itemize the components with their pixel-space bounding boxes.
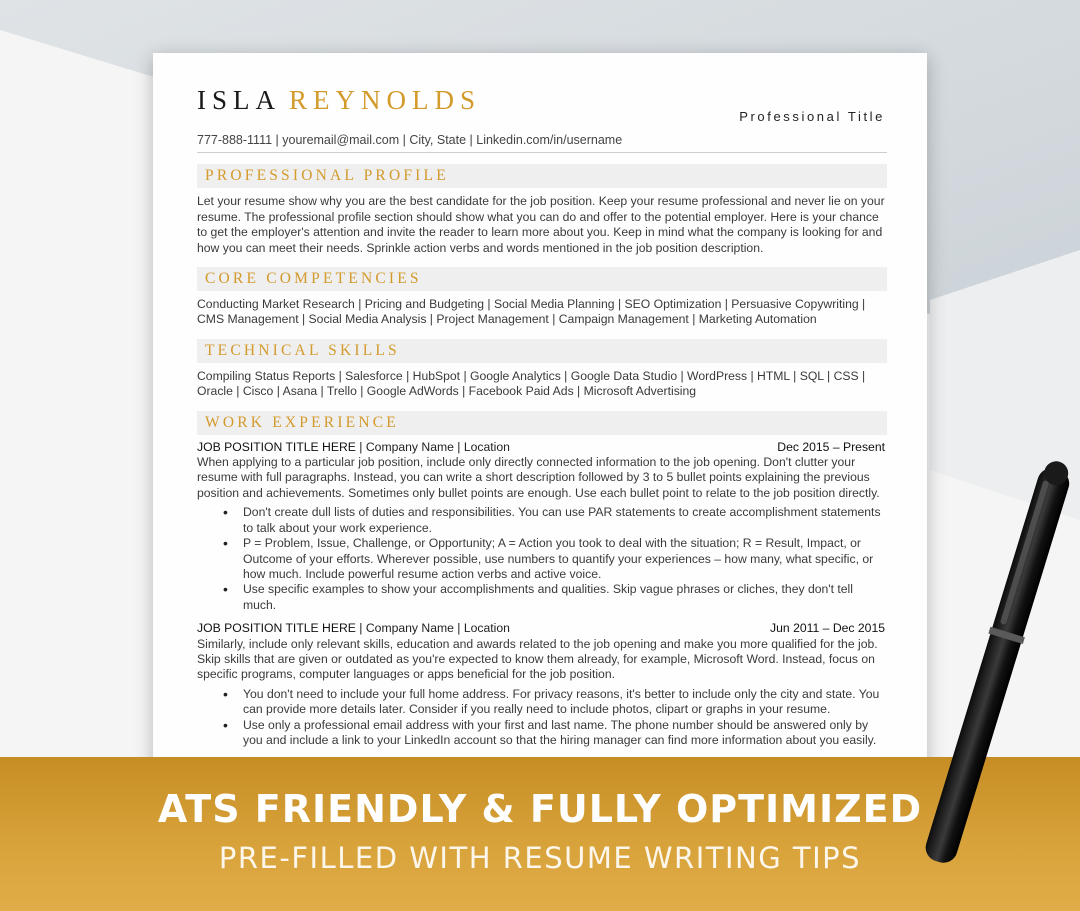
job-bullets	[197, 687, 887, 749]
job-company: | Company Name | Location	[355, 621, 510, 636]
section-heading-technical: TECHNICAL SKILLS	[197, 339, 887, 363]
job-position: JOB POSITION TITLE HERE	[197, 439, 356, 454]
last-name: REYNOLDS	[289, 85, 482, 115]
job-header	[197, 621, 887, 636]
contact-line: 777-888-1111 | youremail@mail.com | City, State | Linkedin.com/in/username	[197, 133, 887, 153]
professional-title: Professional Title	[739, 109, 885, 124]
bullet-item: • P = Problem, Issue, Challenge, or Opportunity; A = Action you took to deal with the situation; R = Result, Impact, or Outcome of your efforts. Wherever possible, use numbers to quantify your experiences – how many, what specific, or how much. Include powerful resume action verbs and active voice.	[243, 536, 887, 582]
bullet-item: • Don't create dull lists of duties and responsibilities. You can use PAR statements to create accomplishment statements to talk about your work experience.	[243, 505, 887, 536]
banner-headline: ATS FRIENDLY & FULLY OPTIMIZED	[157, 787, 923, 831]
bullet-item: • Use only a professional email address with your first and last name. The phone number should be answered only by you and include a link to your LinkedIn account so that the hiring manager can find more information about you easily.	[243, 718, 887, 749]
bullet-item: • Use specific examples to show your accomplishments and qualities. Skip vague phrases or cliches, they don't tell much.	[243, 582, 887, 613]
competencies-text: Conducting Market Research | Pricing and Budgeting | Social Media Planning | SEO Optimization | Persuasive Copywriting | CMS Management | Social Media Analysis | Project Management | Campaign Management | Marketing Automation	[197, 297, 866, 327]
technical-text: Compiling Status Reports | Salesforce | HubSpot | Google Analytics | Google Data Studio | WordPress | HTML | SQL | CSS | Oracle | Cisco | Asana | Trello | Google AdWords | Facebook Paid Ads | Microsoft Advertising	[197, 368, 866, 399]
resume-paper	[153, 53, 927, 813]
banner-subline: PRE-FILLED WITH RESUME WRITING TIPS	[218, 841, 862, 875]
job-dates: Jun 2011 – Dec 2015	[770, 621, 885, 636]
promo-banner	[0, 757, 1080, 911]
job-entry	[197, 440, 887, 613]
first-name: ISLA	[197, 85, 281, 115]
job-summary: When applying to a particular job position, include only directly connected information to the job opening. Don't clutter your resume with full paragraphs. Instead, you can write a short description followed by 3 to 5 bullet points explaining the previous position and achievements. Sometimes only bullet points are enough. Use each bullet point to relate to the job position directly.	[197, 455, 880, 500]
job-entry	[197, 621, 887, 748]
pen-icon	[920, 450, 1070, 890]
candidate-name	[197, 85, 887, 115]
bullet-item: • You don't need to include your full home address. For privacy reasons, it's better to include only the city and state. You can provide more details later. Consider if you really need to include photos, clipart or graphs in your resume.	[243, 687, 887, 718]
section-heading-profile: PROFESSIONAL PROFILE	[197, 164, 887, 188]
job-summary: Similarly, include only relevant skills, education and awards related to the job opening and make you more qualified for the job. Skip skills that are given or outdated as you're expected to know them already, for example, Microsoft Word. Instead, focus on specific programs, computer languages or apps beneficial for the job position.	[197, 636, 878, 682]
job-bullets	[197, 505, 887, 613]
job-company: | Company Name | Location	[355, 439, 510, 454]
resume-content	[197, 85, 887, 748]
name-row	[197, 85, 887, 133]
job-position: JOB POSITION TITLE HERE	[197, 621, 356, 636]
section-heading-experience: WORK EXPERIENCE	[197, 411, 887, 435]
job-header	[197, 440, 887, 455]
job-dates: Dec 2015 – Present	[777, 439, 885, 454]
profile-text: Let your resume show why you are the best candidate for the job position. Keep your resume professional and never lie on your resume. The professional profile section should show what you can do and offer to the potential employer. Here is your chance to get the employer's attention and invite the reader to learn more about you. Keep in mind what the company is looking for and how you can meet their needs. Sprinkle action verbs and words mentioned in the job position description.	[197, 194, 885, 255]
section-heading-competencies: CORE COMPETENCIES	[197, 267, 887, 291]
